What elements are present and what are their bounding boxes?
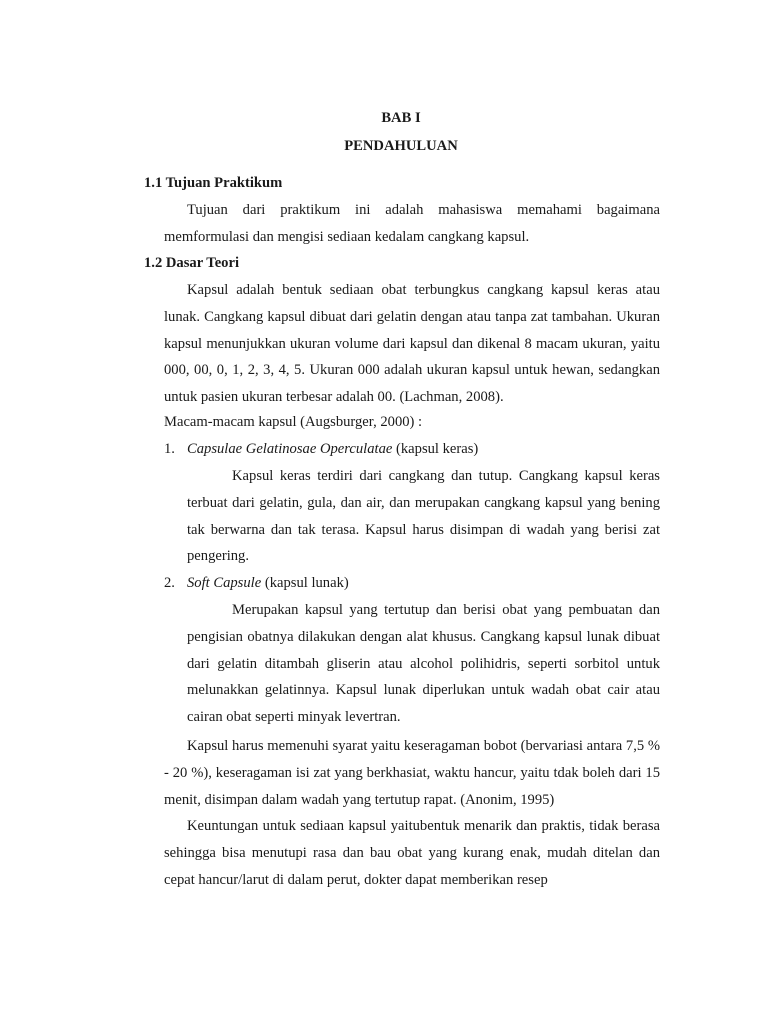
list-number: 1. bbox=[164, 441, 175, 457]
section-heading-tujuan: 1.1 Tujuan Praktikum bbox=[144, 175, 283, 191]
dasar-teori-paragraph-2: Kapsul harus memenuhi syarat yaitu keseragaman bobot (bervariasi antara 7,5 % - 20 %), keseragaman isi zat yang berkhasiat, waktu hancur, yaitu tdak boleh dari 15 menit, disimpan dalam wadah yang tertutup rapat. (Anonim, 1995) bbox=[164, 738, 660, 808]
chapter-number: BAB I bbox=[381, 110, 421, 126]
list-intro: Macam-macam kapsul (Augsburger, 2000) : bbox=[164, 414, 423, 430]
list-item-2-title bbox=[164, 575, 349, 592]
section-heading-dasar-teori: 1.2 Dasar Teori bbox=[144, 255, 240, 271]
list-term-suffix: (kapsul keras) bbox=[392, 441, 479, 457]
dasar-teori-paragraph-3: Keuntungan untuk sediaan kapsul yaitubentuk menarik dan praktis, tidak berasa sehingga bisa menutupi rasa dan bau obat yang kurang enak, mudah ditelan dan cepat hancur/larut di dalam perut, dokter dapat memberikan resep bbox=[164, 818, 660, 888]
list-term-suffix: (kapsul lunak) bbox=[261, 575, 349, 591]
list-item-1-title bbox=[164, 441, 478, 458]
list-item-1-description: Kapsul keras terdiri dari cangkang dan tutup. Cangkang kapsul keras terbuat dari gelatin, gula, dan air, dan merupakan cangkang kapsul yang bening tak berwarna dan tak terasa. Kapsul harus disimpan di wadah yang berisi zat pengering. bbox=[187, 468, 660, 565]
list-term: Capsulae Gelatinosae Operculatae bbox=[187, 441, 393, 457]
list-term: Soft Capsule bbox=[187, 575, 262, 591]
list-item-2-description: Merupakan kapsul yang tertutup dan berisi obat yang pembuatan dan pengisian obatnya dilakukan dengan alat khusus. Cangkang kapsul lunak dibuat dari gelatin ditambah gliserin atau alcohol polihidris, seperti sorbitol untuk melunakkan gelatinnya. Kapsul lunak diperlukan untuk wadah obat cair atau cairan obat seperti minyak levertran. bbox=[187, 602, 660, 726]
tujuan-paragraph: Tujuan dari praktikum ini adalah mahasiswa memahami bagaimana memformulasi dan mengisi sediaan kedalam cangkang kapsul. bbox=[164, 202, 660, 245]
dasar-teori-paragraph-1: Kapsul adalah bentuk sediaan obat terbungkus cangkang kapsul keras atau lunak. Cangkang kapsul dibuat dari gelatin dengan atau tanpa zat tambahan. Ukuran kapsul menunjukkan ukuran volume dari kapsul dan dikenal 8 macam ukuran, yaitu 000, 00, 0, 1, 2, 3, 4, 5. Ukuran 000 adalah ukuran kapsul untuk hewan, sedangkan untuk pasien ukuran terbesar adalah 00. (Lachman, 2008). bbox=[164, 282, 660, 406]
chapter-title: PENDAHULUAN bbox=[344, 138, 458, 154]
list-number: 2. bbox=[164, 575, 175, 591]
